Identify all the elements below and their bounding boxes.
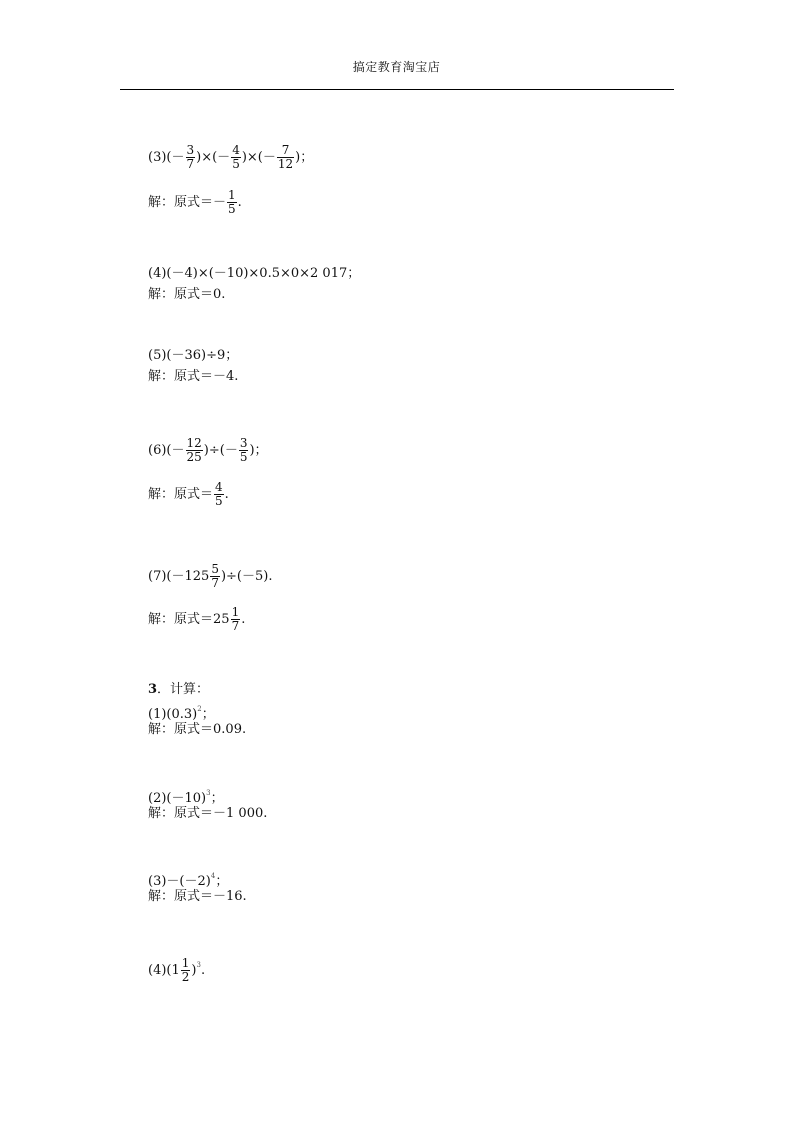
end-text: . (200, 963, 206, 978)
exponent: 4 (210, 872, 216, 880)
end-text: )； (249, 443, 268, 458)
answer-end: . (241, 612, 246, 627)
answer-prefix: 解：原式＝ (148, 487, 214, 502)
section-3-q3-answer (148, 889, 247, 905)
problem-3-answer (148, 189, 242, 216)
denominator: 7 (211, 576, 219, 590)
denominator: 7 (231, 619, 240, 633)
numerator: 5 (211, 562, 219, 576)
numerator: 1 (228, 188, 236, 202)
fraction (277, 144, 294, 171)
exponent: 3 (196, 961, 201, 969)
answer-value: －1 000. (213, 806, 268, 821)
denominator: 25 (186, 450, 202, 464)
answer-value: －16. (213, 889, 247, 904)
problem-6-question (148, 437, 268, 464)
fraction (210, 563, 220, 590)
fraction (181, 957, 191, 984)
denominator: 5 (215, 494, 223, 508)
fraction (239, 437, 249, 464)
denominator: 7 (186, 157, 195, 171)
problem-7-question (148, 563, 272, 590)
end-text: )； (295, 150, 314, 165)
answer-fraction (214, 481, 224, 508)
exponent: 3 (206, 789, 211, 797)
problem-5-answer (148, 369, 238, 385)
problem-7-label: (7)(－125 (148, 569, 210, 584)
numerator: 4 (232, 143, 240, 157)
question-text: (2)(－10) (148, 791, 207, 806)
problem-3-question (148, 144, 313, 171)
problem-4-question: (4)(－4)×(－10)×0.5×0×2 017； (148, 266, 361, 281)
operator-text: )×(－ (241, 150, 276, 165)
answer-value: 0. (213, 287, 226, 302)
section-3-q3 (148, 868, 228, 890)
answer-prefix: 解：原式＝ (148, 287, 214, 302)
denominator: 5 (228, 202, 236, 216)
section-3-q4 (148, 957, 205, 984)
fraction (186, 437, 203, 464)
denominator: 12 (277, 157, 294, 171)
problem-5-question: (5)(－36)÷9； (148, 348, 239, 363)
answer-prefix: 解：原式＝ (148, 806, 214, 821)
numerator: 7 (281, 143, 290, 157)
answer-prefix: 解：原式＝ (148, 722, 214, 737)
numerator: 1 (181, 956, 190, 970)
answer-prefix: 解：原式＝ (148, 612, 214, 627)
answer-prefix: 解：原式＝ (148, 369, 214, 384)
section-3-heading (148, 682, 209, 698)
numerator: 3 (186, 143, 195, 157)
answer-value: －4. (213, 369, 239, 384)
operator-text: )÷(－ (203, 443, 238, 458)
answer-fraction (227, 189, 237, 216)
header-divider (120, 89, 674, 90)
problem-4-answer (148, 287, 225, 303)
answer-end: . (224, 487, 229, 502)
problem-6-label: (6)(－ (148, 443, 185, 458)
fraction (231, 144, 241, 171)
end-text: ； (201, 707, 215, 722)
close-paren: ) (191, 963, 197, 978)
section-title: ．计算： (157, 682, 210, 697)
end-text: )÷(－5). (220, 569, 273, 584)
denominator: 2 (181, 970, 190, 984)
problem-7-answer (148, 606, 245, 633)
problem-3-label: (3)(－ (148, 150, 185, 165)
problem-6-answer (148, 481, 229, 508)
section-number: 3 (148, 682, 158, 697)
page-header: 搞定教育淘宝店 (352, 60, 441, 74)
question-text: (4)(1 (148, 963, 180, 978)
answer-value: 0.09. (213, 722, 247, 737)
end-text: ； (210, 791, 224, 806)
denominator: 5 (232, 157, 240, 171)
question-text: (1)(0.3) (148, 707, 198, 722)
question-text: (3)－(－2) (148, 874, 211, 889)
section-3-q2 (148, 785, 224, 807)
section-3-q2-answer (148, 806, 267, 822)
numerator: 12 (186, 436, 202, 450)
answer-prefix: 解：原式＝ (148, 195, 214, 210)
numerator: 1 (231, 605, 240, 619)
exponent: 2 (197, 705, 202, 713)
answer-fraction (231, 606, 241, 633)
numerator: 3 (239, 436, 248, 450)
operator-text: )×(－ (196, 150, 231, 165)
numerator: 4 (215, 480, 223, 494)
answer-prefix: 解：原式＝ (148, 889, 214, 904)
answer-end: . (237, 195, 242, 210)
answer-whole: 25 (213, 612, 230, 627)
fraction (186, 144, 196, 171)
answer-sign: － (213, 195, 227, 210)
end-text: ； (215, 874, 229, 889)
section-3-q1-answer (148, 722, 246, 738)
section-3-q1 (148, 701, 215, 723)
denominator: 5 (239, 450, 248, 464)
